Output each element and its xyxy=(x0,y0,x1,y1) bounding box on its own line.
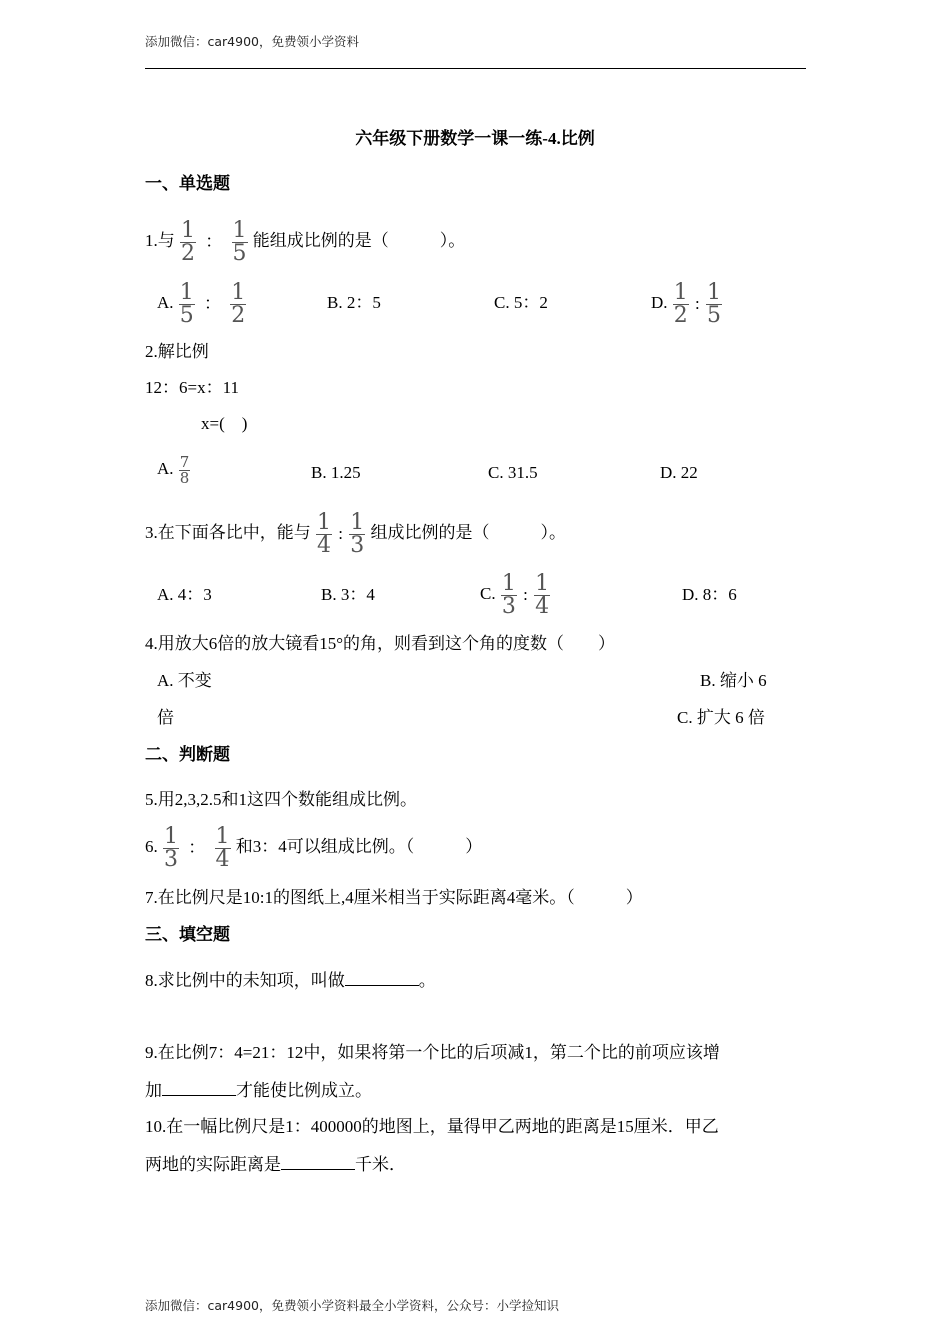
fraction: $\frac{1}{3}$ xyxy=(350,509,365,558)
section-heading-fill-blank: 三、填空题 xyxy=(145,925,230,944)
header-divider xyxy=(145,68,806,69)
fraction: $\frac{1}{4}$ xyxy=(215,823,230,872)
question-10-line1: 10.在一幅比例尺是1：400000的地图上，量得甲乙两地的距离是15厘米．甲乙 xyxy=(145,1117,719,1136)
question-4: 4.用放大6倍的放大镜看15°的角，则看到这个角的度数（ ） xyxy=(145,634,616,653)
section-heading-true-false: 二、判断题 xyxy=(145,745,230,764)
option-2c[interactable]: C. 31.5 xyxy=(488,463,538,482)
question-1: 1.与 $\frac{1}{2}$ ： $\frac{1}{5}$ 能组成比例的是（ ）。 xyxy=(145,217,466,266)
question-8: 8.求比例中的未知项，叫做 。 xyxy=(145,971,436,990)
question-1-suffix: 能组成比例的是（ ）。 xyxy=(252,231,466,250)
question-2-line2: 12：6=x：11 xyxy=(145,378,239,397)
option-3b[interactable]: B. 3：4 xyxy=(321,585,375,604)
question-1-prefix: 1.与 xyxy=(145,231,175,250)
question-2-line1: 2.解比例 xyxy=(145,342,209,361)
option-2b[interactable]: B. 1.25 xyxy=(311,463,361,482)
question-5: 5.用2,3,2.5和1这四个数能组成比例。 xyxy=(145,790,417,809)
fraction: $\frac{1}{2}$ xyxy=(181,217,195,266)
option-4c[interactable]: C. 扩大 6 倍 xyxy=(677,708,765,727)
option-2a[interactable]: A. $\frac{7}{8}$ xyxy=(157,452,190,487)
answer-blank[interactable] xyxy=(281,1155,355,1170)
question-7: 7.在比例尺是10:1的图纸上,4厘米相当于实际距离4毫米。（ ） xyxy=(145,888,643,907)
question-2-line3: x=( ) xyxy=(201,414,248,433)
question-9-line2: 加 才能使比例成立。 xyxy=(145,1081,372,1100)
option-3d[interactable]: D. 8：6 xyxy=(682,585,737,604)
section-heading-single-choice: 一、单选题 xyxy=(145,174,230,193)
option-1a[interactable]: A. $\frac{1}{5}$ ： $\frac{1}{2}$ xyxy=(157,279,246,328)
answer-blank[interactable] xyxy=(345,971,419,986)
option-1b[interactable]: B. 2：5 xyxy=(327,293,381,312)
option-3c[interactable]: C. $\frac{1}{3}$ : $\frac{1}{4}$ xyxy=(480,570,550,619)
question-10-line2: 两地的实际距离是 千米． xyxy=(145,1155,406,1174)
fraction: $\frac{1}{5}$ xyxy=(179,279,194,328)
fraction: $\frac{1}{5}$ xyxy=(707,279,722,328)
option-1c[interactable]: C. 5：2 xyxy=(494,293,548,312)
option-3a[interactable]: A. 4：3 xyxy=(157,585,212,604)
page-footer: 添加微信：car4900，免费领小学资料最全小学资料，公众号：小学捡知识 xyxy=(145,1298,559,1313)
fraction: $\frac{1}{4}$ xyxy=(535,570,550,619)
fraction: $\frac{1}{2}$ xyxy=(231,279,246,328)
question-9-line1: 9.在比例7：4=21：12中，如果将第一个比的后项减1，第二个比的前项应该增 xyxy=(145,1043,720,1062)
fraction: $\frac{1}{3}$ xyxy=(501,570,516,619)
option-1d[interactable]: D. $\frac{1}{2}$ : $\frac{1}{5}$ xyxy=(651,279,722,328)
option-2d[interactable]: D. 22 xyxy=(660,463,698,482)
option-4b[interactable]: B. 缩小 6 xyxy=(700,671,767,690)
fraction: $\frac{7}{8}$ xyxy=(179,452,190,487)
answer-blank[interactable] xyxy=(162,1081,236,1096)
fraction: $\frac{1}{4}$ xyxy=(317,509,331,558)
fraction: $\frac{1}{3}$ xyxy=(164,823,178,872)
page-header: 添加微信：car4900，免费领小学资料 xyxy=(145,34,359,49)
question-6: 6. $\frac{1}{3}$ ： $\frac{1}{4}$ 和3：4可以组成比例。（ ） xyxy=(145,823,483,872)
option-4a[interactable]: A. 不变 xyxy=(157,671,212,690)
option-4a-wrap: 倍 xyxy=(157,708,174,727)
fraction: $\frac{1}{5}$ xyxy=(232,217,247,266)
fraction: $\frac{1}{2}$ xyxy=(673,279,688,328)
page-title: 六年级下册数学一课一练-4.比例 xyxy=(355,129,595,148)
question-3: 3.在下面各比中，能与 $\frac{1}{4}$ : $\frac{1}{3}$ 组成比例的是（ ）。 xyxy=(145,509,566,558)
